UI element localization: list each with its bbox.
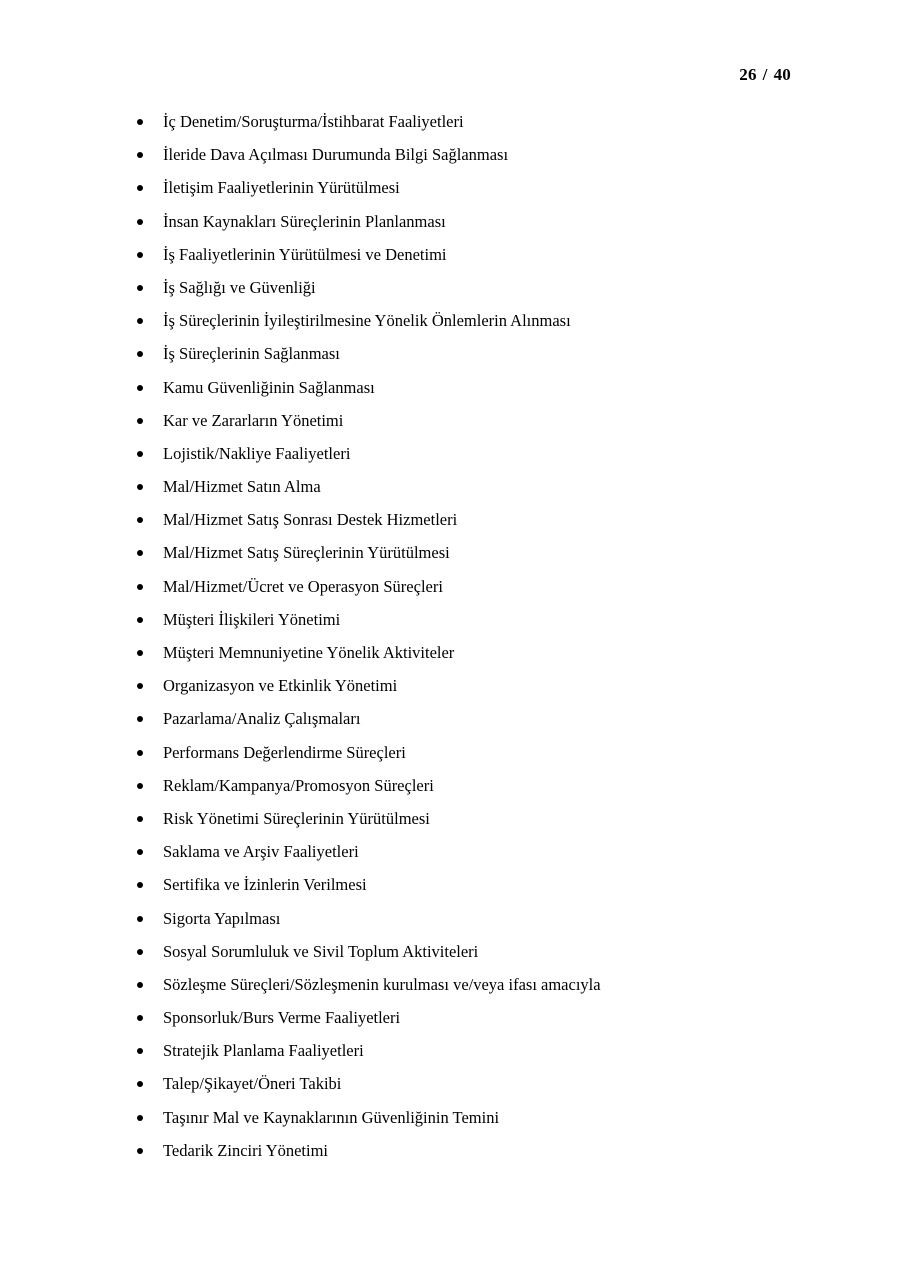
bullet-icon	[137, 584, 143, 590]
list-item-text: Sigorta Yapılması	[163, 908, 281, 928]
list-item-text: Sözleşme Süreçleri/Sözleşmenin kurulması ve/veya ifası amacıyla	[163, 974, 601, 994]
list-item-text: Mal/Hizmet/Ücret ve Operasyon Süreçleri	[163, 576, 443, 596]
list-item	[132, 1006, 812, 1039]
bullet-icon	[137, 550, 143, 556]
list-item	[132, 907, 812, 940]
list-item	[132, 973, 812, 1006]
page-number-current: 26	[739, 65, 757, 84]
bullet-icon	[137, 119, 143, 125]
list-item-text: Sosyal Sorumluluk ve Sivil Toplum Aktiviteleri	[163, 941, 479, 961]
list-item	[132, 243, 812, 276]
list-item	[132, 674, 812, 707]
bullet-icon	[137, 949, 143, 955]
bullet-icon	[137, 285, 143, 291]
bullet-icon	[137, 1015, 143, 1021]
bullet-icon	[137, 617, 143, 623]
bullet-icon	[137, 650, 143, 656]
bullet-icon	[137, 716, 143, 722]
list-item-text: Performans Değerlendirme Süreçleri	[163, 742, 406, 762]
list-item	[132, 508, 812, 541]
list-item-text: İleride Dava Açılması Durumunda Bilgi Sağlanması	[163, 145, 509, 165]
bullet-icon	[137, 152, 143, 158]
list-item	[132, 210, 812, 243]
list-item	[132, 276, 812, 309]
bullet-icon	[137, 252, 143, 258]
bullet-icon	[137, 351, 143, 357]
bullet-icon	[137, 484, 143, 490]
bullet-icon	[137, 849, 143, 855]
list-item	[132, 873, 812, 906]
bullet-icon	[137, 517, 143, 523]
list-item-text: Talep/Şikayet/Öneri Takibi	[163, 1074, 342, 1094]
bullet-icon	[137, 451, 143, 457]
bullet-icon	[137, 185, 143, 191]
list-item	[132, 707, 812, 740]
list-item-text: İletişim Faaliyetlerinin Yürütülmesi	[163, 178, 400, 198]
list-item-text: Kar ve Zararların Yönetimi	[163, 410, 344, 430]
list-item-text: İş Süreçlerinin İyileştirilmesine Yönelik Önlemlerin Alınması	[163, 311, 571, 331]
list-item-text: Sertifika ve İzinlerin Verilmesi	[163, 875, 367, 895]
list-item	[132, 409, 812, 442]
list-item-text: İş Süreçlerinin Sağlanması	[163, 344, 340, 364]
bullet-icon	[137, 1148, 143, 1154]
list-item	[132, 541, 812, 574]
list-item	[132, 840, 812, 873]
list-item	[132, 741, 812, 774]
bullet-icon	[137, 1081, 143, 1087]
list-item	[132, 176, 812, 209]
list-item	[132, 1072, 812, 1105]
bullet-icon	[137, 982, 143, 988]
list-item-text: Pazarlama/Analiz Çalışmaları	[163, 709, 361, 729]
list-item	[132, 608, 812, 641]
bullet-icon	[137, 783, 143, 789]
list-item-text: İş Sağlığı ve Güvenliği	[163, 277, 316, 297]
list-item-text: Taşınır Mal ve Kaynaklarının Güvenliğinin Temini	[163, 1107, 500, 1127]
bullet-icon	[137, 750, 143, 756]
list-item	[132, 143, 812, 176]
bullet-icon	[137, 683, 143, 689]
list-item-text: Organizasyon ve Etkinlik Yönetimi	[163, 676, 398, 696]
list-item-text: İş Faaliyetlerinin Yürütülmesi ve Denetimi	[163, 244, 447, 264]
bullet-icon	[137, 219, 143, 225]
list-item	[132, 807, 812, 840]
list-item	[132, 376, 812, 409]
list-item	[132, 1106, 812, 1139]
list-item-text: Mal/Hizmet Satış Süreçlerinin Yürütülmesi	[163, 543, 450, 563]
bullet-icon	[137, 418, 143, 424]
list-item-text: Stratejik Planlama Faaliyetleri	[163, 1041, 364, 1061]
bullet-icon	[137, 1048, 143, 1054]
bullet-icon	[137, 882, 143, 888]
list-item-text: Saklama ve Arşiv Faaliyetleri	[163, 842, 359, 862]
list-item-text: Lojistik/Nakliye Faaliyetleri	[163, 443, 351, 463]
list-item	[132, 774, 812, 807]
bullet-icon	[137, 916, 143, 922]
bullet-icon	[137, 385, 143, 391]
page-number	[739, 64, 791, 86]
bullet-icon	[137, 816, 143, 822]
list-item-text: Reklam/Kampanya/Promosyon Süreçleri	[163, 775, 434, 795]
list-item-text: Mal/Hizmet Satın Alma	[163, 477, 321, 497]
list-item-text: İç Denetim/Soruşturma/İstihbarat Faaliyetleri	[163, 112, 464, 131]
list-item	[132, 1139, 812, 1172]
list-item-text: Kamu Güvenliğinin Sağlanması	[163, 377, 375, 397]
list-item	[132, 475, 812, 508]
bullet-icon	[137, 318, 143, 324]
list-item	[132, 342, 812, 375]
list-item	[132, 940, 812, 973]
bullet-list	[132, 110, 812, 1172]
list-item	[132, 442, 812, 475]
list-item	[132, 309, 812, 342]
page-number-separator: /	[762, 65, 768, 84]
list-item-text: Müşteri Memnuniyetine Yönelik Aktiviteler	[163, 643, 455, 662]
list-item-text: Tedarik Zinciri Yönetimi	[163, 1140, 329, 1160]
list-item	[132, 1039, 812, 1072]
list-item-text: Müşteri İlişkileri Yönetimi	[163, 609, 341, 629]
page-number-total: 40	[773, 65, 791, 84]
list-item-text: Mal/Hizmet Satış Sonrası Destek Hizmetleri	[163, 510, 458, 530]
list-item-text: Risk Yönetimi Süreçlerinin Yürütülmesi	[163, 808, 430, 828]
bullet-icon	[137, 1115, 143, 1121]
list-item-text: İnsan Kaynakları Süreçlerinin Planlanması	[163, 211, 446, 231]
list-item	[132, 575, 812, 608]
list-item	[132, 641, 812, 674]
list-item	[132, 110, 812, 143]
list-item-text: Sponsorluk/Burs Verme Faaliyetleri	[163, 1008, 401, 1028]
